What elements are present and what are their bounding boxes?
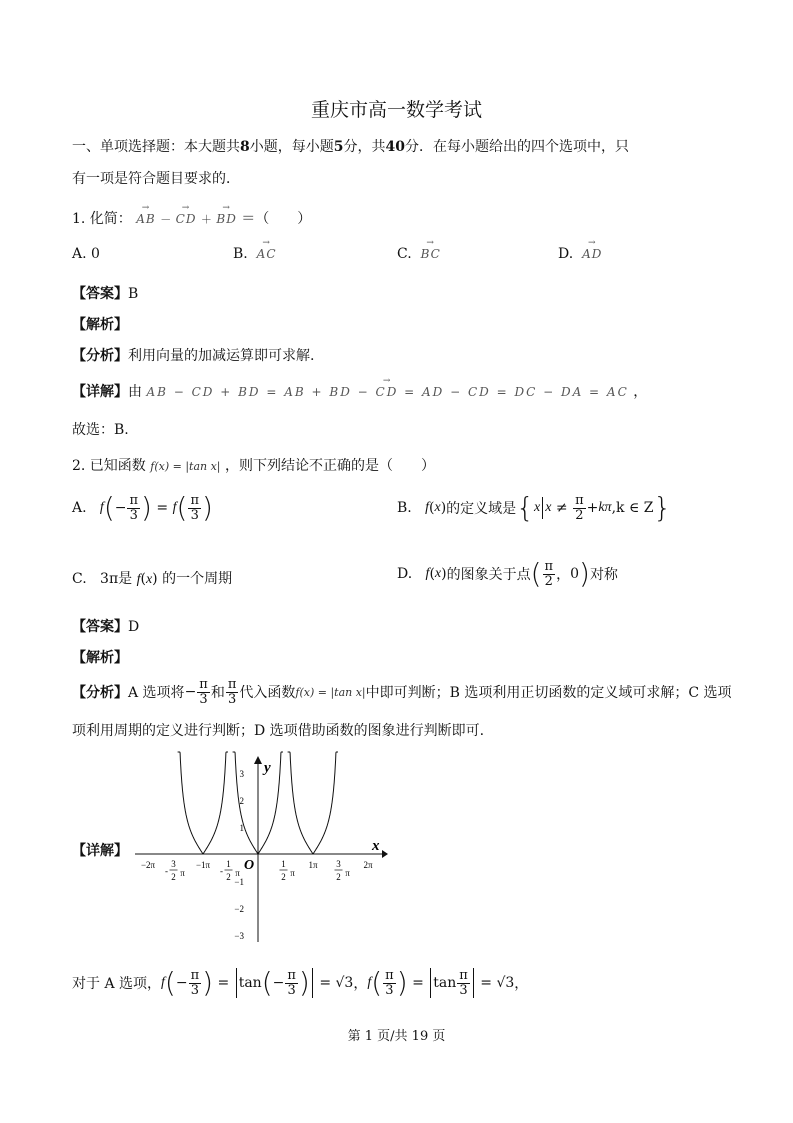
page-footer: 第 1 页/共 19 页: [347, 1029, 446, 1044]
q1-option-c: C. → BC: [397, 246, 441, 262]
x-tick-label: −2π: [140, 860, 156, 870]
tan-abs-branch: [178, 752, 228, 854]
x-frac-pi: π: [345, 868, 350, 878]
q1-analysis-heading: 【解析】: [72, 317, 128, 333]
x-frac-tick: [335, 859, 351, 882]
q2-detail-heading: 【详解】: [72, 843, 128, 859]
tan-abs-graph: [130, 750, 390, 950]
x-frac-tick: [165, 859, 185, 882]
y-tick-label: −3: [234, 931, 244, 941]
q2-option-d: D. f ( x ) 的图象关于点 ( $\frac{\pi}{2}$ ， 0 ) 对称: [397, 557, 618, 591]
q2-option-c: C. 3π是 f(x) 的一个周期: [72, 571, 233, 587]
q1-option-d: D. → AD: [558, 246, 602, 262]
q1-stem: 1. 化简： → AB － → CD ＋ → BD ＝（ ）: [72, 208, 311, 228]
vector-bd: → BD: [216, 212, 236, 226]
origin-label: O: [244, 858, 255, 873]
vector-ab: → AB: [136, 212, 155, 226]
x-tick-label: 2π: [363, 860, 373, 870]
q2-analysis-heading: 【解析】: [72, 650, 128, 666]
y-ticks: [234, 769, 244, 941]
x-tick-label: −1π: [195, 860, 211, 870]
y-tick-label: −2: [234, 904, 244, 914]
q1-option-b: B. → AC: [233, 246, 277, 262]
q2-fenxi-line1: 【分析】 A 选项将 − $\frac{\pi}{3}$ 和 $\frac{\pi}{3}$ 代入函数 f(x) = |tan x| 中即可判断；B 选项利用正切函数的定义域可求解；C 选项: [72, 677, 732, 707]
x-frac-pi: π: [180, 868, 185, 878]
y-tick-label: 1: [239, 823, 244, 833]
y-axis-arrow: [254, 756, 262, 764]
vector-cd: → CD: [176, 212, 197, 226]
y-axis-label: y: [264, 760, 271, 776]
q1-fenxi: 【分析】利用向量的加减运算即可求解.: [72, 348, 315, 364]
q2-stem: 2. 已知函数 f(x) = |tan x| ，则下列结论不正确的是（ ）: [72, 458, 435, 474]
x-frac-pi: π: [235, 868, 240, 878]
x-frac-num: 1: [281, 859, 286, 869]
q1-option-a: A. 0: [72, 246, 100, 262]
x-frac-sign: -: [165, 866, 168, 876]
x-ticks: [141, 859, 373, 882]
x-frac-den: 2: [171, 872, 176, 882]
q2-answer: 【答案】D: [72, 619, 140, 635]
x-frac-num: 1: [226, 859, 231, 869]
y-tick-label: 2: [239, 796, 244, 806]
section-instructions-line1: 一、单项选择题：本大题共8小题，每小题5分，共40分．在每小题给出的四个选项中，只: [72, 139, 629, 155]
x-frac-tick: [280, 859, 296, 882]
x-tick-label: 1π: [308, 860, 318, 870]
x-frac-den: 2: [281, 872, 286, 882]
x-frac-sign: -: [220, 866, 223, 876]
x-frac-num: 3: [336, 859, 341, 869]
page-title: 重庆市高一数学考试: [310, 99, 482, 121]
x-axis-label: x: [372, 838, 380, 854]
q2-option-a: A. f ( − $\frac{\pi}{3}$ ) = f ( $\frac{\pi}{3}$ ): [72, 491, 213, 525]
x-frac-den: 2: [336, 872, 341, 882]
q1-detail-expression: → AB − CD + BD = AB + BD − CD = AD − CD = DC − DA = AC: [146, 385, 628, 399]
q2-option-b: B. f ( x ) 的定义域是 { x x ≠ $\frac{\pi}{2}$ + kπ ,k ∈ Z }: [397, 491, 672, 525]
x-frac-pi: π: [290, 868, 295, 878]
q1-detail: 【详解】由 → AB − CD + BD = AB + BD − CD = AD − CD = DC − DA = AC ，: [72, 381, 647, 401]
y-tick-label: −1: [234, 877, 244, 887]
section-instructions-line2: 有一项是符合题目要求的．: [72, 171, 240, 187]
x-frac-num: 3: [171, 859, 176, 869]
x-frac-den: 2: [226, 872, 231, 882]
q2-detail-for-a: 对于 A 选项， f ( − $\frac{\pi}{3}$ ) = tan ( − $\frac{\pi}{3}$ ) = √3 ， f ( $\frac{\pi}{3}$ ) = tan $\frac{\pi}{3}$ = √3 ，: [72, 966, 529, 999]
q1-answer: 【答案】B: [72, 286, 139, 302]
x-axis-arrow: [382, 850, 388, 858]
y-tick-label: 3: [239, 769, 244, 779]
q2-fenxi-line2: 项利用周期的定义进行判断；D 选项借助函数的图象进行判断即可.: [72, 723, 485, 739]
q2-function: f(x) = |tan x|: [150, 460, 221, 473]
tan-abs-branch: [288, 752, 338, 854]
q1-choose: 故选：B.: [72, 422, 129, 438]
